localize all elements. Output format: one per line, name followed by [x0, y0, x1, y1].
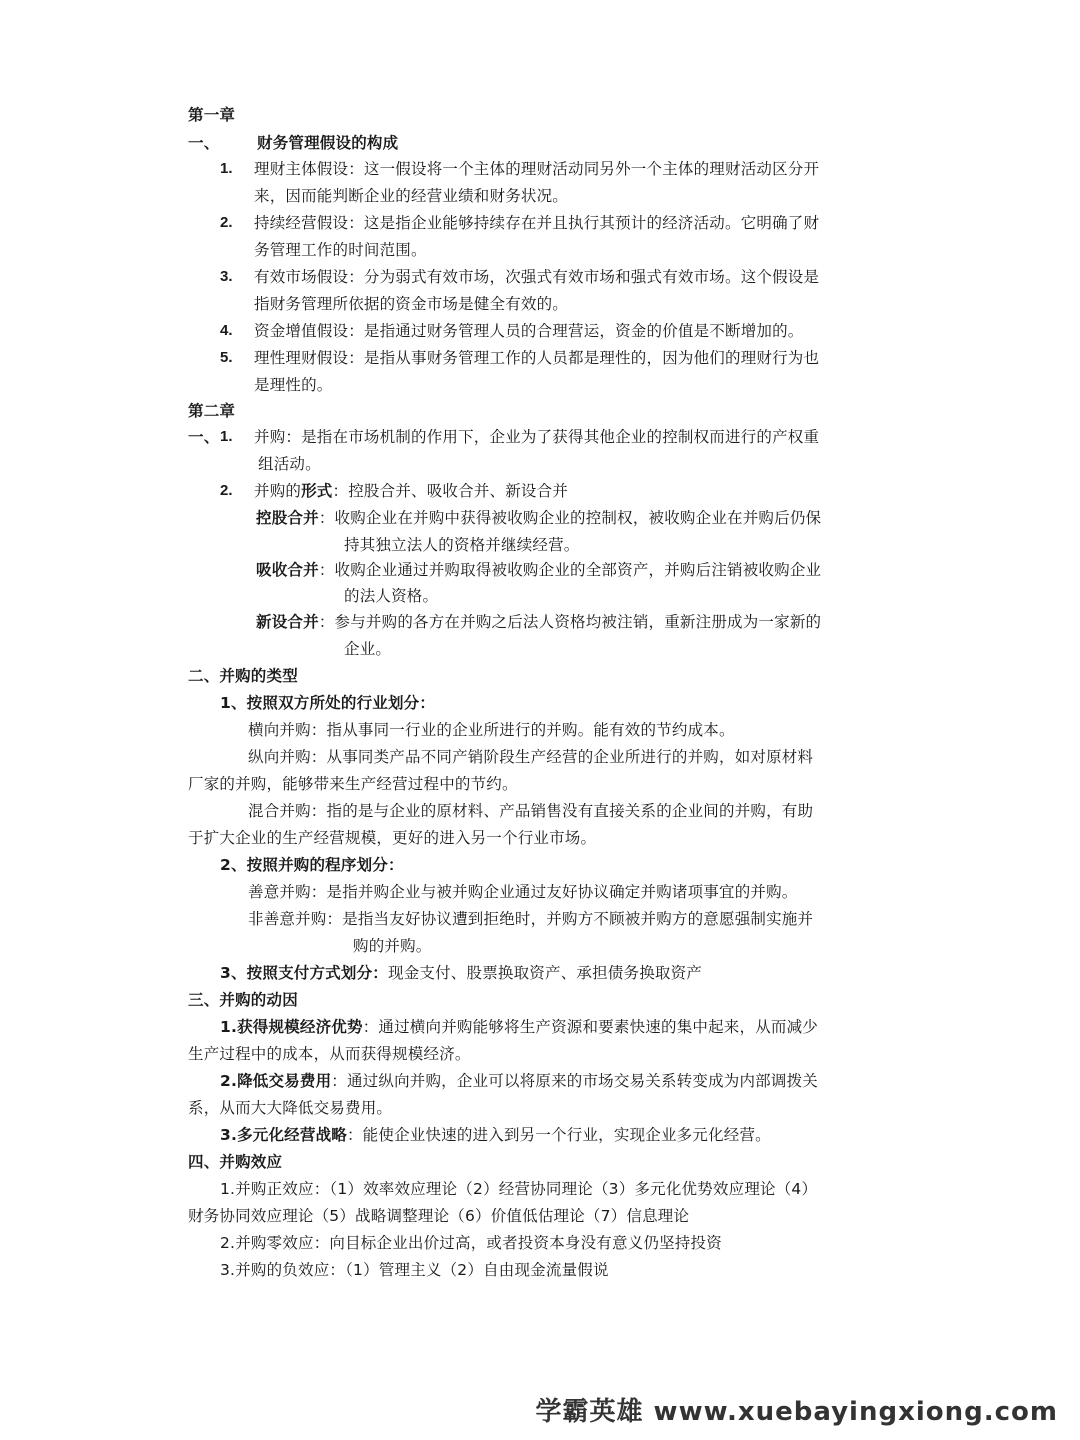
motive-text: ：通过纵向并购，企业可以将原来的市场交易关系转变成为内部调拨关: [331, 1072, 818, 1090]
section-title: 四、并购效应: [188, 1153, 283, 1171]
form-term: 控股合并: [256, 509, 319, 527]
paragraph-line: 系，从而大大降低交易费用。: [188, 1099, 393, 1117]
subsection-title: 1、按照双方所处的行业划分：: [220, 694, 436, 712]
motive-line: [220, 1121, 771, 1149]
motive-line: [220, 1013, 818, 1041]
form-text: ：收购企业通过并购取得被收购企业的全部资产，并购后注销被收购企业: [318, 561, 822, 579]
paragraph-line: 纵向并购：从事同类产品不同产销阶段生产经营的企业所进行的并购，如对原材料: [248, 748, 814, 766]
list-item-line: 来，因而能判断企业的经营业绩和财务状况。: [254, 187, 569, 205]
form-definition: [256, 504, 821, 532]
definition-line: 并购：是指在市场机制的作用下，企业为了获得其他企业的控制权而进行的产权重: [254, 428, 820, 446]
paragraph-line: 善意并购：是指并购企业与被并购企业通过友好协议确定并购诸项事宜的并购。: [248, 883, 798, 901]
paragraph-line: 非善意并购：是指当友好协议遭到拒绝时，并购方不顾被并购方的意愿强制实施并: [248, 910, 814, 928]
forms-term: 形式: [301, 482, 333, 500]
motive-line: [220, 1067, 818, 1095]
list-item-line: 理财主体假设：这一假设将一个主体的理财活动同另外一个主体的理财活动区分开: [254, 160, 820, 178]
list-number: 4.: [220, 322, 233, 339]
definition-line: 组活动。: [258, 455, 321, 473]
motive-term: 3.多元化经营战略: [220, 1126, 347, 1144]
site-watermark: 学霸英雄 www.xuebayingxiong.com: [535, 1397, 1058, 1427]
list-item-line: 有效市场假设：分为弱式有效市场，次强式有效市场和强式有效市场。这个假设是: [254, 268, 820, 286]
paragraph-line: 于扩大企业的生产经营规模，更好的进入另一个行业市场。: [188, 829, 597, 847]
list-item-line: 持续经营假设：这是指企业能够持续存在并且执行其预计的经济活动。它明确了财: [254, 214, 820, 232]
subsection-text: 现金支付、股票换取资产、承担债务换取资产: [388, 964, 703, 982]
section-number: 一、: [188, 428, 220, 446]
motive-text: ：能使企业快速的进入到另一个行业，实现企业多元化经营。: [346, 1126, 771, 1144]
paragraph-line: 购的并购。: [353, 937, 432, 955]
form-term: 吸收合并: [256, 561, 319, 579]
list-item-line: 资金增值假设：是指通过财务管理人员的合理营运，资金的价值是不断增加的。: [254, 322, 804, 340]
motive-text: ：通过横向并购能够将生产资源和要素快速的集中起来，从而减少: [362, 1018, 818, 1036]
form-text: ：收购企业在并购中获得被收购企业的控制权，被收购企业在并购后仍保: [318, 509, 822, 527]
chapter-2-title: 第二章: [188, 402, 236, 420]
paragraph-line: 横向并购：指从事同一行业的企业所进行的并购。能有效的节约成本。: [248, 721, 735, 739]
form-definition-cont: 持其独立法人的资格并继续经营。: [344, 536, 580, 554]
list-item-line: 指财务管理所依据的资金市场是健全有效的。: [254, 295, 569, 313]
paragraph-line: 3.并购的负效应：（1）管理主义（2）自由现金流量假说: [220, 1261, 609, 1279]
paragraph-line: 混合并购：指的是与企业的原材料、产品销售没有直接关系的企业间的并购，有助: [248, 802, 814, 820]
subsection-title: 3、按照支付方式划分：: [220, 964, 388, 982]
list-number: 5.: [220, 349, 233, 366]
form-definition: [256, 556, 821, 584]
paragraph-line: 生产过程中的成本，从而获得规模经济。: [188, 1045, 471, 1063]
list-number: 3.: [220, 268, 233, 285]
paragraph-line: 财务协同效应理论（5）战略调整理论（6）价值低估理论（7）信息理论: [188, 1207, 690, 1225]
section-title: 财务管理假设的构成: [257, 134, 399, 152]
section-number: 一、: [188, 134, 220, 152]
section-title: 三、并购的动因: [188, 991, 298, 1009]
paragraph-line: 2.并购零效应：向目标企业出价过高，或者投资本身没有意义仍坚持投资: [220, 1234, 722, 1252]
section-title: 二、并购的类型: [188, 667, 298, 685]
subsection-title: 2、按照并购的程序划分：: [220, 856, 404, 874]
list-item-line: 务管理工作的时间范围。: [254, 241, 427, 259]
form-text: ：参与并购的各方在并购之后法人资格均被注销，重新注册成为一家新的: [318, 613, 822, 631]
forms-list: ：控股合并、吸收合并、新设合并: [332, 482, 569, 500]
motive-term: 1.获得规模经济优势: [220, 1018, 363, 1036]
list-number: 2.: [220, 482, 233, 499]
subsection-line: [220, 959, 702, 987]
list-item-line: 是理性的。: [254, 376, 333, 394]
paragraph-line: 1.并购正效应：（1）效率效应理论（2）经营协同理论（3）多元化优势效应理论（4）: [220, 1180, 818, 1198]
form-definition: [256, 608, 821, 636]
list-number: 2.: [220, 214, 233, 231]
form-definition-cont: 企业。: [344, 640, 392, 658]
list-item-line: 理性理财假设：是指从事财务管理工作的人员都是理性的，因为他们的理财行为也: [254, 349, 820, 367]
list-number: 1.: [220, 160, 233, 177]
form-definition-cont: 的法人资格。: [344, 587, 439, 605]
form-term: 新设合并: [256, 613, 319, 631]
forms-prefix: 并购的: [254, 482, 302, 500]
motive-term: 2.降低交易费用: [220, 1072, 332, 1090]
forms-line: [254, 477, 568, 505]
list-number: 1.: [220, 428, 233, 445]
paragraph-line: 厂家的并购，能够带来生产经营过程中的节约。: [188, 775, 518, 793]
chapter-1-title: 第一章: [188, 106, 236, 124]
